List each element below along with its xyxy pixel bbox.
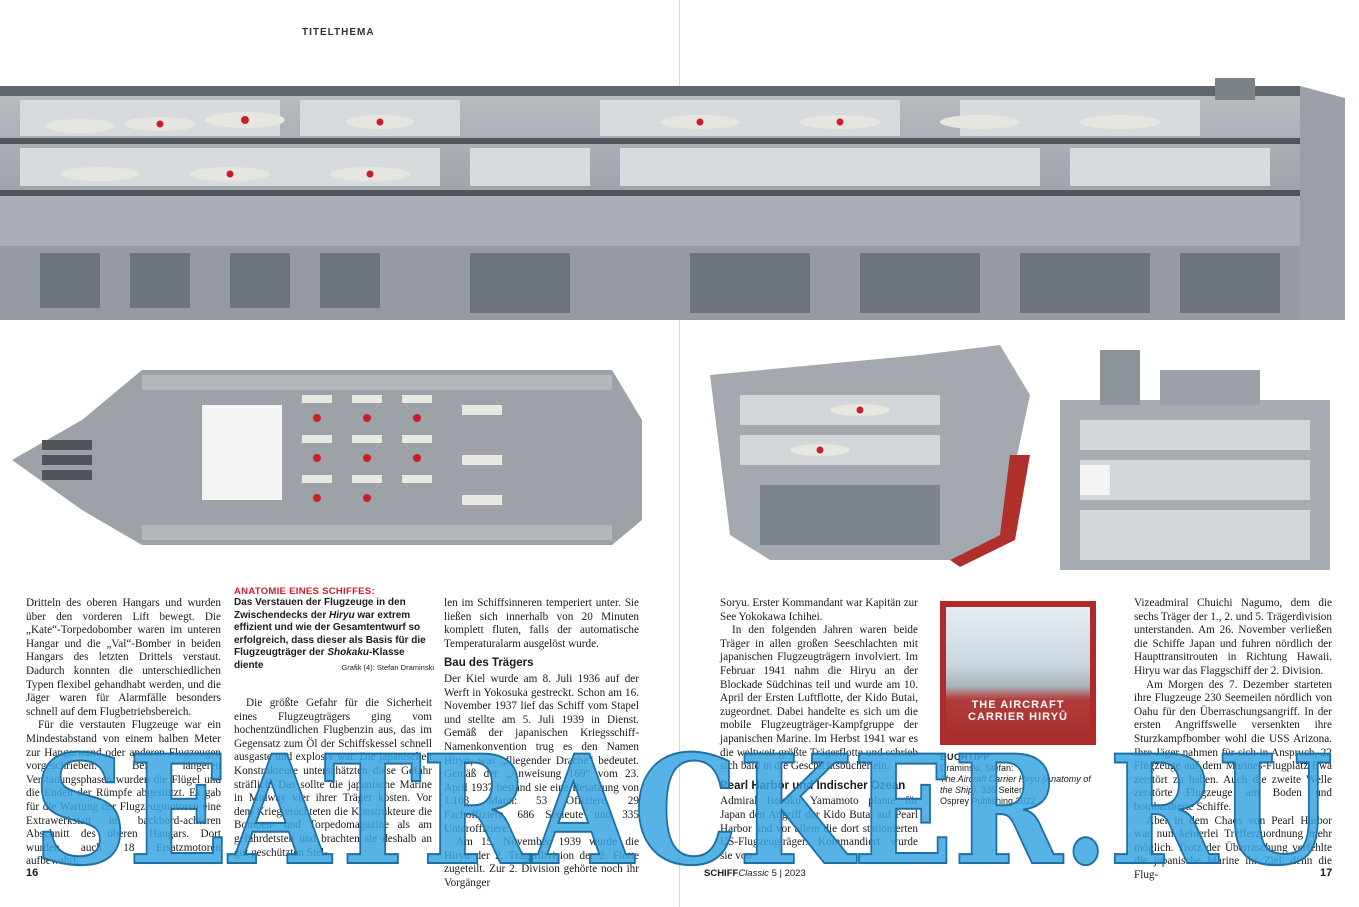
paragraph: Soryu. Erster Kommandant war Kapitän zur See Yokokawa Ichihei. xyxy=(720,597,918,623)
book-cover xyxy=(940,601,1096,745)
watermark-text: SEATRACKER.RU xyxy=(33,735,1333,875)
paragraph: Dritteln des oberen Hangars und wurden über den vorderen Lift bewegt. Die „Kate“-Torpedobomber waren im unteren Hangar und die „Val“-Bomber in beiden Hangars des letzten Drittels verstaut. Dadurch konnten die unterschiedlichen Typen flexibel gehandhabt werden, und die Jäger waren für Alarmfälle besonders schnell auf dem Flugbetriebsbereich. xyxy=(26,597,221,718)
hull-cross-section-illustration xyxy=(700,335,1030,570)
text-column-4 xyxy=(720,597,918,863)
book-cover-art xyxy=(946,607,1090,739)
ship-cutaway-illustration xyxy=(0,78,1359,328)
text-column-2 xyxy=(234,697,432,860)
flight-deck-plan-illustration xyxy=(12,360,647,555)
text-column-1 xyxy=(26,597,221,869)
book-author: Draminski, Stefan: xyxy=(940,763,1014,773)
caption-title: ANATOMIE EINES SCHIFFES: xyxy=(234,586,375,597)
paragraph: Aber in dem Chaos von Pearl Harbor war nun keinerlei Trefferzuordnung mehr möglich. Trotz der Überraschung verfehlte die japanische Marine ihr Ziel, denn die Flug- xyxy=(1134,814,1332,881)
book-tip xyxy=(940,752,1100,807)
paragraph: Admiral Isoroku Yamamoto plante für Japan den Angriff der Kido Butai auf Pearl Harbor und vor allem die dort stationierten US-Flugzeugträger. Kommandiert wurde sie von xyxy=(720,795,918,862)
text-column-3 xyxy=(444,597,639,890)
paragraph: Am Morgen des 7. Dezember starteten ihre Flugzeuge 230 Seemeilen nördlich von Oahu für den Überraschungsangriff. In der ersten Angriffswelle versenkten ihre Sturzkampfbomber wohl die USS Arizona. Ihre Jäger nahmen für sich in Anspruch, 22 Flugzeuge auf dem Marines-Flugplatz Ewa zerstört zu haben. Auch die zweite Welle zerstörte Flugzeuge am Boden und bombardierte Schiffe. xyxy=(1134,678,1332,813)
paragraph: Vizeadmiral Chuichi Nagumo, dem die sechs Träger der 1., 2. und 5. Trägerdivision unterstanden. Am 26. November verließen die Schiffe Japan und fuhren nördlich der Haupttransitrouten in Richtung Hawaii. Hiryu war das Flaggschiff der 2. Division. xyxy=(1134,597,1332,677)
book-tip-heading: BUCHTIPP xyxy=(940,752,991,762)
page-number-left: 16 xyxy=(26,867,39,879)
paragraph: len im Schiffsinneren temperiert unter. Sie ließen sich innerhalb von 20 Minuten komplett fluten, falls der automatische Temperaturalarm ausgelöst wurde. xyxy=(444,597,639,650)
caption-credit: Grafik (4): Stefan Draminski xyxy=(341,662,434,672)
magazine-footer: SCHIFFClassic 5 | 2023 xyxy=(704,868,806,879)
section-tag: TITELTHEMA xyxy=(302,27,375,38)
paragraph: In den folgenden Jahren waren beide Träger in allen großen Seeschlachten mit japanischen Flugzeugträgern involviert. Im Februar 1941 nahm die Hiryu an der Blockade Südchinas teil und wurde am 10. April der Ersten Luftflotte, der Kido Butai, zugeordnet. Dabei handelte es sich um die mobile Flugzeugträger-Kampfgruppe der japanischen Marine. Im Herbst 1941 war es die weltweit größte Trägerflotte und schrieb sich bald in die Geschichtsbücher ein. xyxy=(720,624,918,773)
subheading: Bau des Trägers xyxy=(444,657,534,670)
island-cross-section-illustration xyxy=(1040,340,1340,575)
book-publisher: Osprey Publishing 2022 xyxy=(940,796,1036,806)
book-title-line: The Aircraft Carrier Hiryu (Anatomy of the Ship). 336 Seiten xyxy=(940,774,1091,795)
page-number-right: 17 xyxy=(1320,867,1333,879)
paragraph: Für die verstauten Flugzeuge war ein Mindestabstand von einem halben Meter zur Hangarwand oder anderen Flugzeugen vorgeschrieben. Bei längeren Verstauungsphasen wurden die Flügel und die Enden der Rümpfe abgestützt. Es gab für die Wartung der Flugzeugmotoren eine Extrawerkstatt im backbord-achteren Abschnitt des oberen Hangars. Dort wurden auch 18 Ersatzmotoren aufbewahrt. xyxy=(26,719,221,868)
paragraph: Am 15. November 1939 wurde die Hiryu der 2. Trägerdivision der 2. Flotte zugeteilt. Zur 2. Division gehörte noch ihr Vorgänger xyxy=(444,836,639,889)
book-cover-title: THE AIRCRAFT CARRIER HIRYŪ xyxy=(968,699,1068,723)
caption-body: Das Verstauen der Flugzeuge in den Zwischendecks der Hiryu war extrem effizient und wie der Gesamtentwurf so erfolgreich, dass dieser als Basis für die Flugzeugträger der Shokaku-Klasse diente Grafik (4): Stefan Draminski xyxy=(234,597,434,672)
text-column-6 xyxy=(1134,597,1332,882)
paragraph: Der Kiel wurde am 8. Juli 1936 auf der Werft in Yokosuka gestreckt. Schon am 16. November 1937 lief das Schiff vom Stapel und stellte am 5. Juli 1939 in Dienst. Gemäß der japanischen Kriegsschiff-Namenkonvention trug es den Namen Hiryu, was „fliegender Drache“ bedeutet. Gemäß der „Anweisung 169“ vom 23. April 1937 bestand sie eine Besatzung von 1.103 Mann: 53 Offiziere, 29 Fachoffiziere, 686 Seeleute und 335 Unteroffiziere. xyxy=(444,672,639,835)
paragraph: Die größte Gefahr für die Sicherheit eines Flugzeugträgers ging vom hochentzündlichen Flugbenzin aus, das im Gegensatz zum Öl der Schiffskessel schnell ausgaste und explosiv war. Die japanischen Konstrukteure unterschätzten diese Gefahr sträflich. Das sollte die japanische Marine in Midway vier ihrer Träger kosten. Vor dem Krieg erachteten die Konstrukteure die Bomben- und Torpedomagazine als am gefährdetsten und brachten sie deshalb an gut geschützten Stel- xyxy=(234,697,432,859)
subheading: Pearl Harbor und Indischer Ozean xyxy=(720,779,906,792)
figure-caption xyxy=(234,586,434,674)
